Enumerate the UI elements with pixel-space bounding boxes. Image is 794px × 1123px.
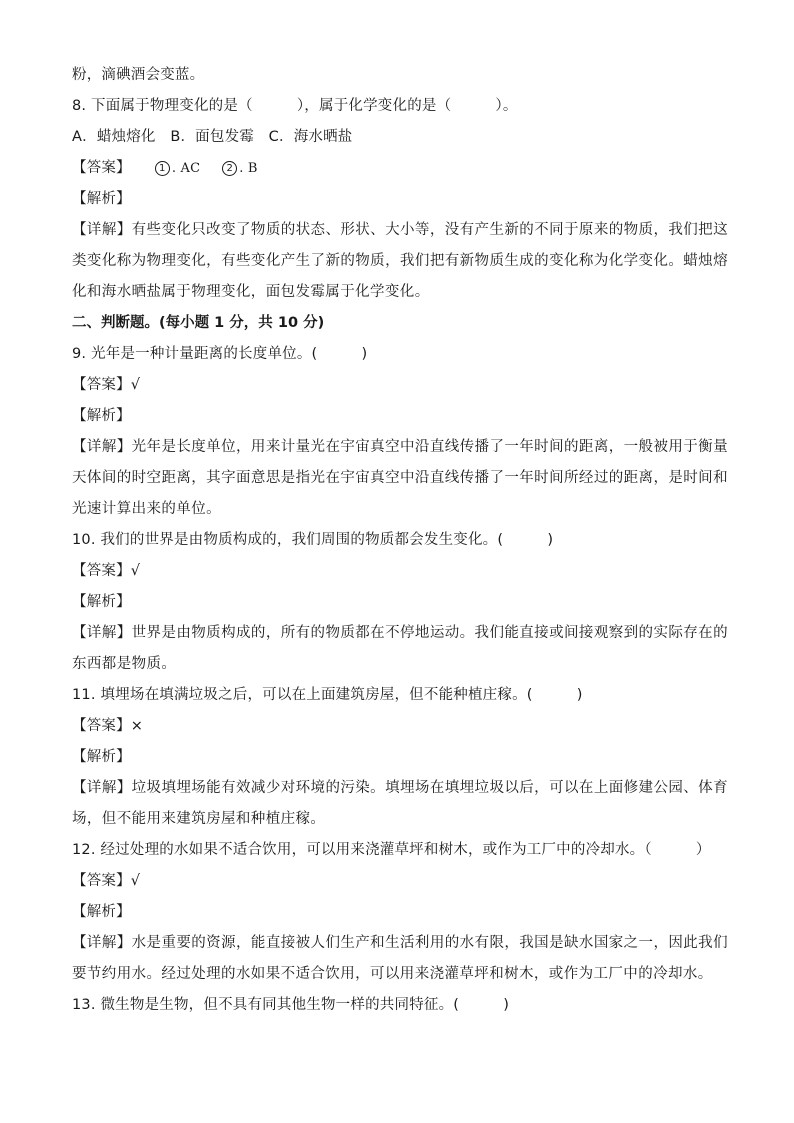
question-9-analysis: 【解析】 — [72, 408, 131, 424]
question-10-answer: 【答案】√ — [72, 563, 141, 579]
question-8-detail: 【详解】有些变化只改变了物质的状态、形状、大小等，没有产生新的不同于原来的物质，我们把这类变化称为物理变化，有些变化产生了新的物质，我们把有新物质生成的变化称为化学变化。蜡烛熔化和海水晒盐属于物理变化，面包发霉属于化学变化。 — [72, 222, 728, 300]
answer-1-text: . AC — [171, 161, 201, 176]
question-12-detail: 【详解】水是重要的资源，能直接被人们生产和生活利用的水有限，我国是缺水国家之一，因此我们要节约用水。经过处理的水如果不适合饮用，可以用来浇灌草坪和树木，或作为工厂中的冷却水。 — [72, 935, 728, 982]
question-10-analysis: 【解析】 — [72, 594, 131, 610]
document-page — [72, 60, 728, 1021]
question-9: 9. 光年是一种计量距离的长度单位。( ) — [72, 346, 368, 362]
question-11: 11. 填埋场在填满垃圾之后，可以在上面建筑房屋，但不能种植庄稼。( ) — [72, 687, 583, 703]
section-heading-judgment: 二、判断题。(每小题 1 分，共 10 分) — [72, 315, 325, 331]
circled-number-2: 2 — [222, 161, 237, 176]
answer-2-text: . B — [239, 161, 258, 176]
question-12-answer: 【答案】√ — [72, 873, 141, 889]
question-12: 12. 经过处理的水如果不适合饮用，可以用来浇灌草坪和树木，或作为工厂中的冷却水。（ ） — [72, 842, 711, 858]
question-13: 13. 微生物是生物，但不具有同其他生物一样的共同特征。( ) — [72, 997, 510, 1013]
question-9-answer: 【答案】√ — [72, 377, 141, 393]
circled-number-1: 1 — [155, 161, 170, 176]
question-9-detail: 【详解】光年是长度单位，用来计量光在宇宙真空中沿直线传播了一年时间的距离，一般被用于衡量天体间的时空距离，其字面意思是指光在宇宙真空中沿直线传播了一年时间所经过的距离，是时间和光速计算出来的单位。 — [72, 439, 728, 517]
question-10-detail: 【详解】世界是由物质构成的，所有的物质都在不停地运动。我们能直接或间接观察到的实际存在的东西都是物质。 — [72, 625, 728, 672]
answer-tag: 【答案】 — [72, 160, 131, 176]
question-8-options: A．蜡烛熔化 B．面包发霉 C．海水晒盐 — [72, 129, 353, 145]
question-11-analysis: 【解析】 — [72, 749, 131, 765]
question-8-analysis: 【解析】 — [72, 191, 131, 207]
question-11-detail: 【详解】垃圾填埋场能有效减少对环境的污染。填埋场在填埋垃圾以后，可以在上面修建公园、体育场，但不能用来建筑房屋和种植庄稼。 — [72, 780, 728, 827]
question-11-answer: 【答案】× — [72, 718, 144, 734]
question-10: 10. 我们的世界是由物质构成的，我们周围的物质都会发生变化。( ) — [72, 532, 554, 548]
question-12-analysis: 【解析】 — [72, 904, 131, 920]
question-8-answer — [72, 153, 728, 184]
question-8: 8. 下面属于物理变化的是（ ），属于化学变化的是（ ）。 — [72, 98, 518, 114]
text-line: 粉，滴碘酒会变蓝。 — [72, 67, 205, 83]
